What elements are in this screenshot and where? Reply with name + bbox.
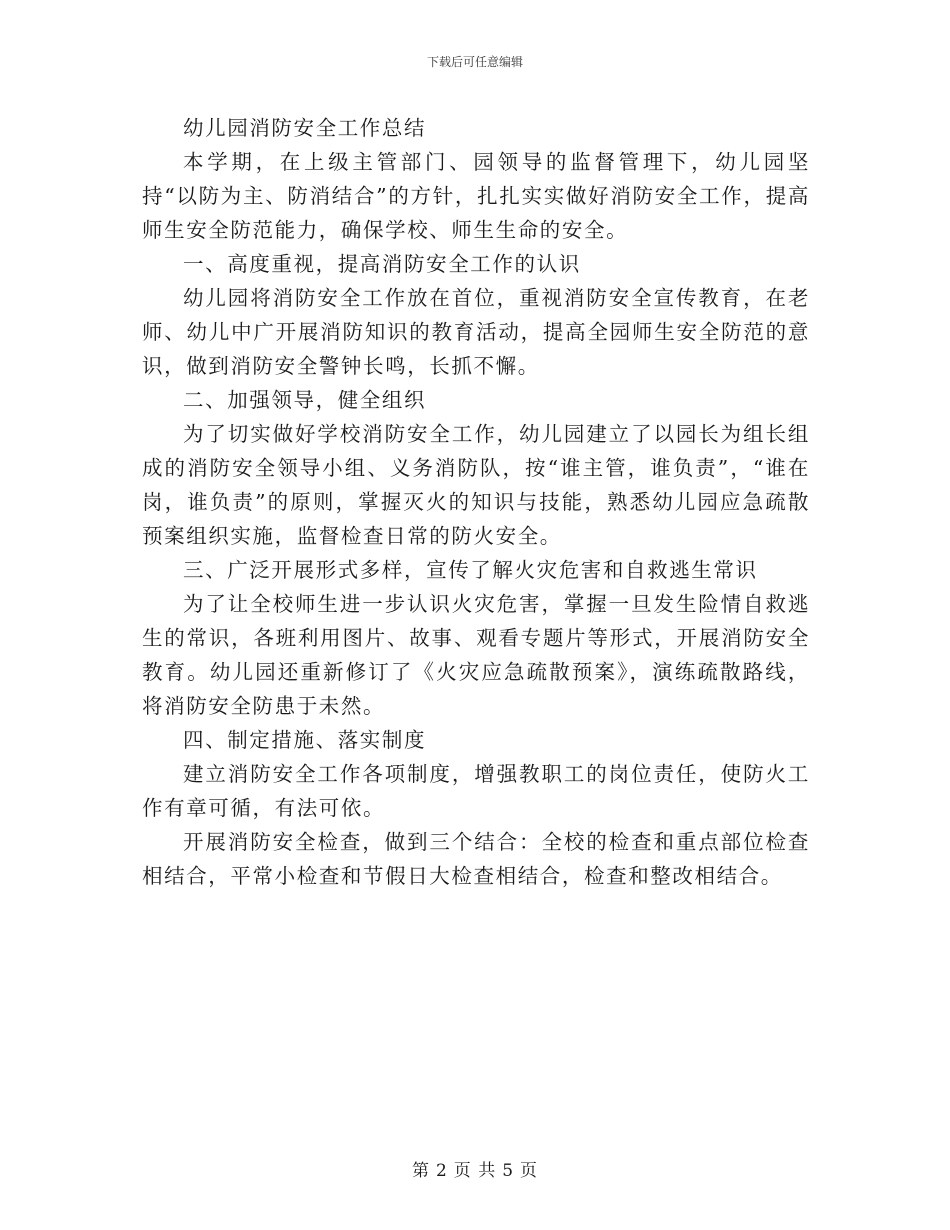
- page-header: 下载后可任意编辑: [426, 55, 523, 69]
- paragraph-intro: 本学期，在上级主管部门、园领导的监督管理下，幼儿园坚持“以防为主、防消结合”的方针，扎扎实实做好消防安全工作，提高师生安全防范能力，确保学校、师生生命的安全。: [142, 150, 810, 242]
- paragraph-section-4b: 开展消防安全检查，做到三个结合：全校的检查和重点部位检查相结合，平常小检查和节假日大检查相结合，检查和整改相结合。: [142, 830, 810, 888]
- page-number: 2: [435, 1161, 448, 1181]
- paragraph-section-1: 幼儿园将消防安全工作放在首位，重视消防安全宣传教育，在老师、幼儿中广开展消防知识的教育活动，提高全园师生安全防范的意识，做到消防安全警钟长鸣，长抓不懈。: [142, 286, 810, 378]
- footer-prefix: 第: [411, 1161, 430, 1181]
- footer-middle: 页 共: [453, 1161, 497, 1181]
- section-heading-3: 三、广泛开展形式多样，宣传了解火灾危害和自救逃生常识: [183, 558, 758, 582]
- page-footer: [0, 1156, 950, 1181]
- paragraph-section-3: 为了让全校师生进一步认识火灾危害，掌握一旦发生险情自救逃生的常识，各班利用图片、故事、观看专题片等形式，开展消防安全教育。幼儿园还重新修订了《火灾应急疏散预案》，演练疏散路线，将消防安全防患于未然。: [142, 592, 810, 718]
- paragraph-section-2: 为了切实做好学校消防安全工作，幼儿园建立了以园长为组长组成的消防安全领导小组、义务消防队，按“谁主管，谁负责”，“谁在岗，谁负责”的原则，掌握灭火的知识与技能，熟悉幼儿园应急疏散预案组织实施，监督检查日常的防火安全。: [142, 422, 810, 548]
- section-heading-4: 四、制定措施、落实制度: [183, 728, 427, 752]
- section-heading-2: 二、加强领导，健全组织: [183, 388, 427, 412]
- total-pages: 5: [502, 1161, 515, 1181]
- section-heading-1: 一、高度重视，提高消防安全工作的认识: [183, 252, 581, 276]
- footer-suffix: 页: [520, 1161, 539, 1181]
- document-title: 幼儿园消防安全工作总结: [183, 116, 427, 140]
- paragraph-section-4a: 建立消防安全工作各项制度，增强教职工的岗位责任，使防火工作有章可循，有法可依。: [142, 762, 810, 820]
- document-body: [142, 111, 810, 893]
